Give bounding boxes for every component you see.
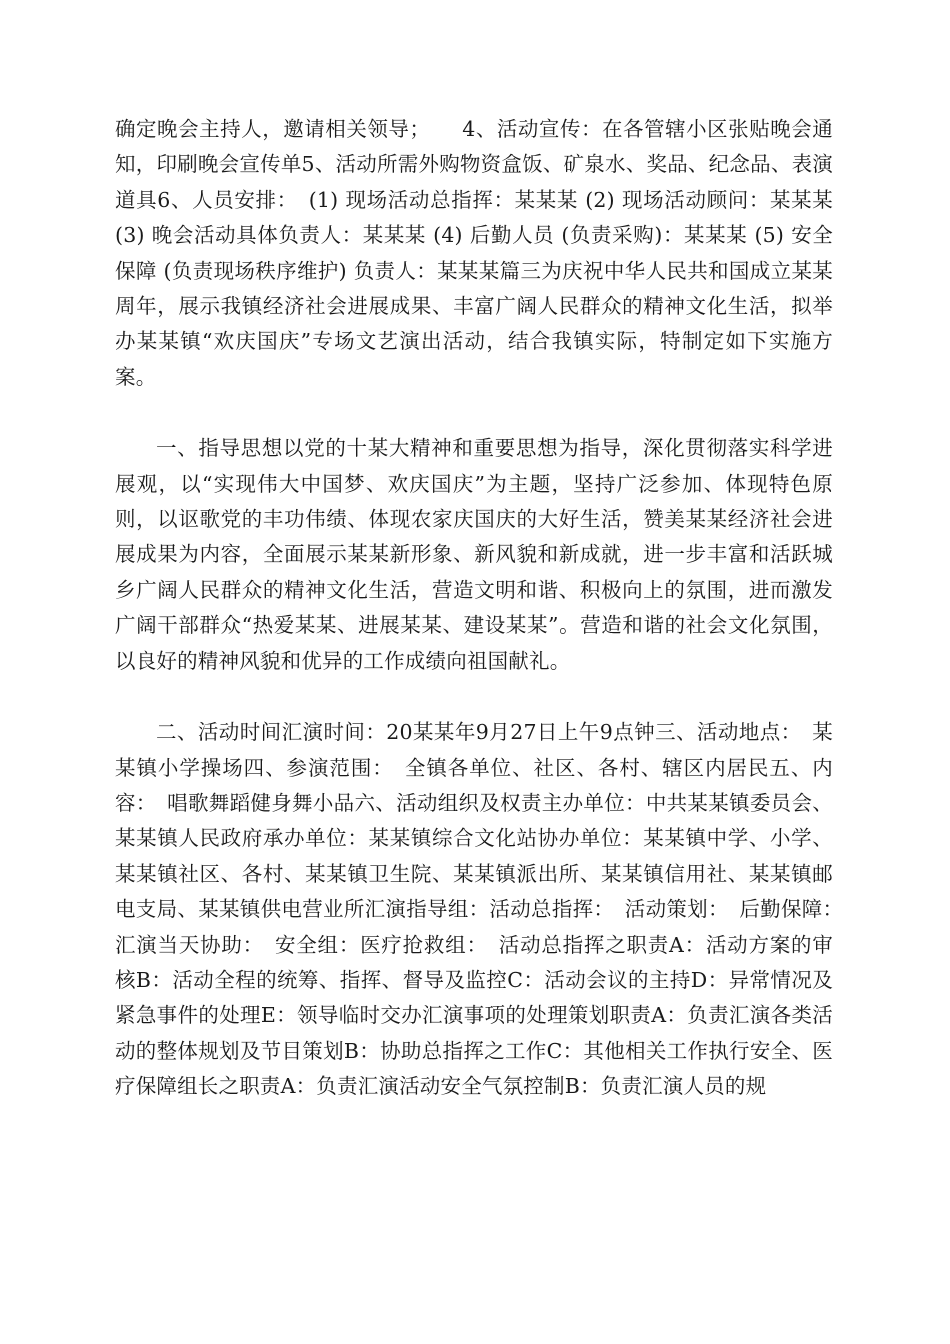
paragraph-arrangements: 确定晚会主持人，邀请相关领导； 4、活动宣传：在各管辖小区张贴晚会通知，印刷晚会宣传单5、活动所需外购物资盒饭、矿泉水、奖品、纪念品、表演道具6、人员安排： (1) 现场活动总指挥：某某某 (2) 现场活动顾问：某某某 (3) 晚会活动具体负责人：某某某 (4) 后勤人员 (负责采购)：某某某 (5) 安全保障 (负责现场秩序维护) 负责人：某某某篇三为庆祝中华人民共和国成立某某周年，展示我镇经济社会进展成果、丰富广阔人民群众的精神文化生活，拟举办某某镇“欢庆国庆”专场文艺演出活动，结合我镇实际，特制定如下实施方案。	[115, 117, 833, 389]
paragraph-guiding-ideology: 一、指导思想以党的十某大精神和重要思想为指导，深化贯彻落实科学进展观，以“实现伟大中国梦、欢庆国庆”为主题，坚持广泛参加、体现特色原则，以讴歌党的丰功伟绩、体现农家庆国庆的大好生活，赞美某某经济社会进展成果为内容，全面展示某某新形象、新风貌和新成就，进一步丰富和活跃城乡广阔人民群众的精神文化生活，营造文明和谐、积极向上的氛围，进而激发广阔干部群众“热爱某某、进展某某、建设某某”。营造和谐的社会文化氛围，以良好的精神风貌和优异的工作成绩向祖国献礼。	[115, 436, 833, 673]
document-body	[115, 112, 854, 1105]
paragraph-activity-schedule: 二、活动时间汇演时间：20某某年9月27日上午9点钟三、活动地点： 某某镇小学操场四、参演范围： 全镇各单位、社区、各村、辖区内居民五、内容： 唱歌舞蹈健身舞小品六、活动组织及权责主办单位：中共某某镇委员会、某某镇人民政府承办单位：某某镇综合文化站协办单位：某某镇中学、小学、某某镇社区、各村、某某镇卫生院、某某镇派出所、某某镇信用社、某某镇邮电支局、某某镇供电营业所汇演指导组：活动总指挥： 活动策划： 后勤保障： 汇演当天协助： 安全组：医疗抢救组： 活动总指挥之职责A：活动方案的审核B：活动全程的统筹、指挥、督导及监控C：活动会议的主持D：异常情况及紧急事件的处理E：领导临时交办汇演事项的处理策划职责A：负责汇演各类活动的整体规划及节目策划B：协助总指挥之工作C：其他相关工作执行安全、医疗保障组长之职责A：负责汇演活动安全气氛控制B：负责汇演人员的规	[115, 720, 854, 1099]
